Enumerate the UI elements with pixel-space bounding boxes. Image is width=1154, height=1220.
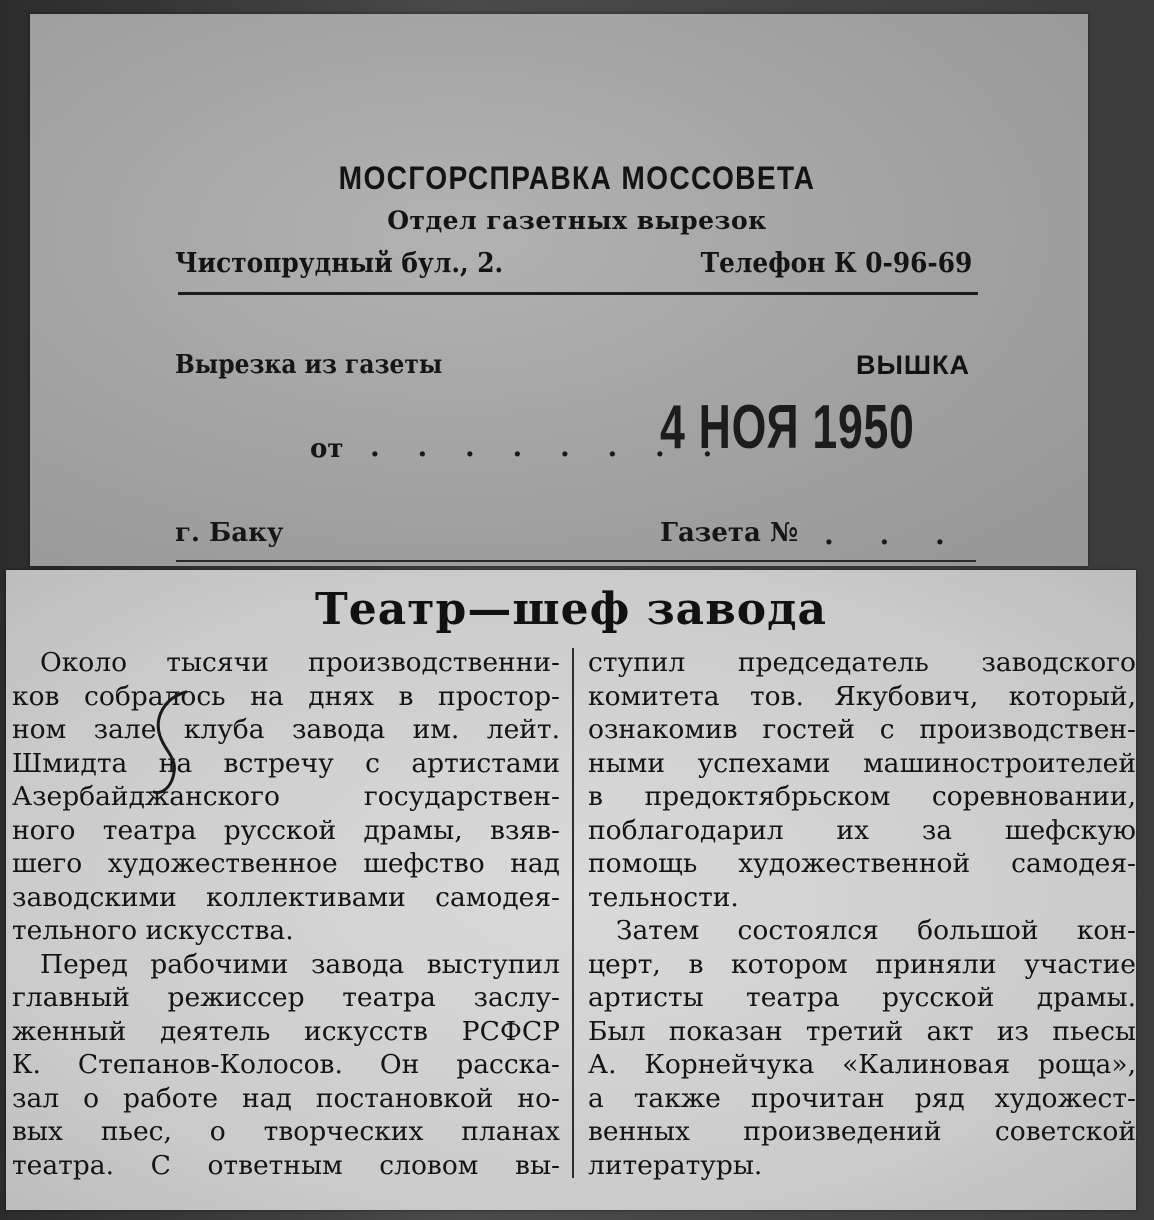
organization-name: МОСГОРСПРАВКА МОССОВЕТА [338, 160, 816, 196]
header-divider [178, 292, 978, 295]
article-column-left [12, 646, 560, 1182]
address: Чистопрудный бул., 2. [175, 248, 504, 279]
article-line: комитета тов. Якубович, который, [588, 680, 1136, 712]
article-line: помощь художественной самодея- [588, 848, 1136, 879]
article-line: а также прочитан ряд художест- [588, 1082, 1136, 1114]
issue-number-label: Газета № [660, 518, 799, 548]
issue-dots: . . . [824, 518, 963, 551]
article-line: венных произведений советской [588, 1116, 1136, 1147]
article-line: А. Корнейчука «Калиновая роща», [588, 1049, 1136, 1080]
article-line: ков собралось на днях в простор- [12, 680, 560, 712]
newspaper-clipping [6, 570, 1136, 1210]
article-line: тельного искусства. [12, 915, 294, 946]
article-line: ступил председатель заводского [588, 647, 1136, 678]
article-line: церт, в котором приняли участие [588, 948, 1136, 980]
article-line: ного театра русской драмы, взяв- [12, 814, 560, 846]
article-line: главный режиссер театра заслу- [12, 982, 560, 1013]
article-line: ознакомив гостей с производствен- [588, 714, 1136, 745]
article-line: тельности. [588, 881, 739, 913]
date-stamp: 4 НОЯ 1950 [660, 393, 915, 462]
city-label: г. Баку [175, 518, 284, 548]
date-dots: . . . . . . . . [370, 430, 727, 463]
article-line: заводскими коллективами самодея- [12, 881, 560, 913]
department-name: Отдел газетных вырезок [387, 206, 767, 235]
article-line: Был показан третий акт из пьесы [588, 1015, 1136, 1047]
article-line: Азербайджанского государствен- [12, 781, 560, 812]
article-line: Около тысячи производственни- [40, 647, 560, 678]
phone-number: Телефон К 0-96-69 [700, 248, 972, 279]
article-line: К. Степанов-Колосов. Он расска- [12, 1049, 560, 1080]
article-line: поблагодарил их за шефскую [588, 814, 1136, 846]
article-line: ными успехами машиностроителей [588, 747, 1136, 779]
article-line: артисты театра русской драмы. [588, 982, 1136, 1013]
article-line: в предоктябрьском соревновании, [588, 781, 1136, 812]
footer-divider [176, 560, 976, 562]
article-line: шего художественное шефство над [12, 848, 560, 879]
newspaper-name: ВЫШКА [855, 350, 970, 380]
article-line: женный деятель искусств РСФСР [12, 1015, 560, 1047]
article-line: Затем состоялся большой кон- [616, 915, 1136, 946]
clip-source-label: Вырезка из газеты [175, 350, 443, 380]
article-column-right [588, 646, 1136, 1182]
article-line: зал о работе над постановкой но- [12, 1082, 560, 1114]
column-divider [572, 648, 574, 1178]
article-line: Перед рабочими завода выступил [40, 948, 560, 980]
article-line: литературы. [588, 1149, 763, 1181]
clipping-service-card [30, 14, 1088, 566]
date-from-label: от [310, 434, 344, 464]
article-headline: Театр—шеф завода [315, 584, 827, 635]
article-line: театра. С ответным словом вы- [12, 1149, 560, 1181]
article-line: ном зале клуба завода им. лейт. [12, 714, 560, 745]
pencil-mark-icon [146, 688, 206, 798]
article-line: Шмидта на встречу с артистами [12, 747, 560, 779]
article-line: вых пьес, о творческих планах [12, 1116, 560, 1147]
